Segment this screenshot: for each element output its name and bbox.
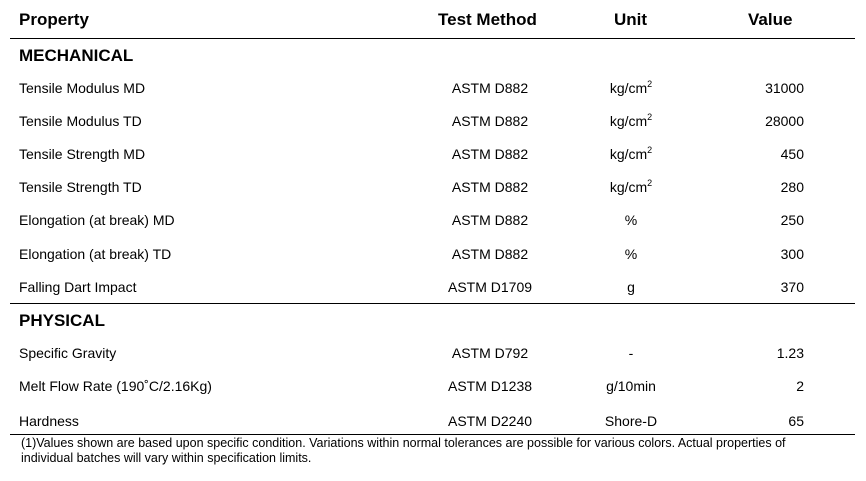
header-property: Property <box>19 10 89 29</box>
cell-value: 250 <box>780 212 804 228</box>
cell-unit <box>610 78 652 98</box>
cell-property: Elongation (at break) TD <box>19 246 172 262</box>
unit-superscript: 2 <box>647 79 653 89</box>
table-row <box>0 376 866 396</box>
cell-value: 31000 <box>765 80 804 96</box>
cell-unit: g <box>627 279 635 295</box>
cell-property: Melt Flow Rate (190˚C/2.16Kg) <box>19 378 212 394</box>
table-row <box>0 177 866 197</box>
cell-property: Tensile Modulus MD <box>19 80 146 96</box>
cell-property: Tensile Strength TD <box>19 179 142 195</box>
cell-test-method: ASTM D882 <box>451 80 529 96</box>
table-header <box>10 0 855 39</box>
cell-test-method: ASTM D1709 <box>447 279 533 295</box>
table-row <box>0 111 866 131</box>
cell-value: 450 <box>780 146 804 162</box>
section-title-physical: PHYSICAL <box>19 311 105 330</box>
cell-value: 370 <box>780 279 804 295</box>
footnote-divider <box>10 434 855 435</box>
table-row <box>0 78 866 98</box>
cell-unit <box>610 144 652 164</box>
cell-test-method: ASTM D882 <box>451 146 529 162</box>
cell-test-method: ASTM D882 <box>451 212 529 228</box>
cell-value: 28000 <box>765 113 804 129</box>
cell-value: 1.23 <box>776 345 804 361</box>
cell-test-method: ASTM D792 <box>451 345 529 361</box>
unit-text: kg/cm <box>609 179 648 195</box>
unit-text: kg/cm <box>609 80 648 96</box>
cell-test-method: ASTM D2240 <box>447 413 533 429</box>
cell-property: Tensile Modulus TD <box>19 113 142 129</box>
cell-test-method: ASTM D1238 <box>447 378 533 394</box>
cell-value: 300 <box>780 246 804 262</box>
cell-unit: Shore-D <box>604 413 658 429</box>
cell-value: 280 <box>780 179 804 195</box>
cell-unit <box>610 177 652 197</box>
header-test-method: Test Method <box>438 10 537 29</box>
cell-test-method: ASTM D882 <box>451 113 529 129</box>
cell-unit: % <box>624 246 638 262</box>
table-row <box>0 144 866 164</box>
cell-test-method: ASTM D882 <box>451 246 529 262</box>
table-row <box>0 277 866 297</box>
cell-value: 65 <box>788 413 804 429</box>
table-row <box>0 411 866 431</box>
cell-value: 2 <box>796 378 804 394</box>
section-divider <box>10 303 855 304</box>
cell-property: Falling Dart Impact <box>19 279 137 295</box>
table-row <box>0 210 866 230</box>
unit-superscript: 2 <box>647 178 653 188</box>
cell-unit: % <box>624 212 638 228</box>
cell-unit <box>610 111 652 131</box>
cell-unit: - <box>628 345 634 361</box>
cell-property: Hardness <box>19 413 79 429</box>
cell-unit: g/10min <box>606 378 656 394</box>
cell-property: Specific Gravity <box>19 345 117 361</box>
table-row <box>0 244 866 264</box>
table-row <box>0 343 866 363</box>
unit-text: kg/cm <box>609 146 648 162</box>
unit-superscript: 2 <box>647 145 653 155</box>
cell-property: Elongation (at break) MD <box>19 212 175 228</box>
header-value: Value <box>748 10 793 29</box>
section-title-mechanical: MECHANICAL <box>19 46 134 65</box>
cell-property: Tensile Strength MD <box>19 146 146 162</box>
cell-test-method: ASTM D882 <box>451 179 529 195</box>
unit-text: kg/cm <box>609 113 648 129</box>
header-unit: Unit <box>614 10 648 29</box>
unit-superscript: 2 <box>647 112 653 122</box>
footnote: (1)Values shown are based upon specific condition. Variations within normal tolerances are possible for various colors. Actual properties of individual batches will vary within specification limits. <box>21 436 786 465</box>
